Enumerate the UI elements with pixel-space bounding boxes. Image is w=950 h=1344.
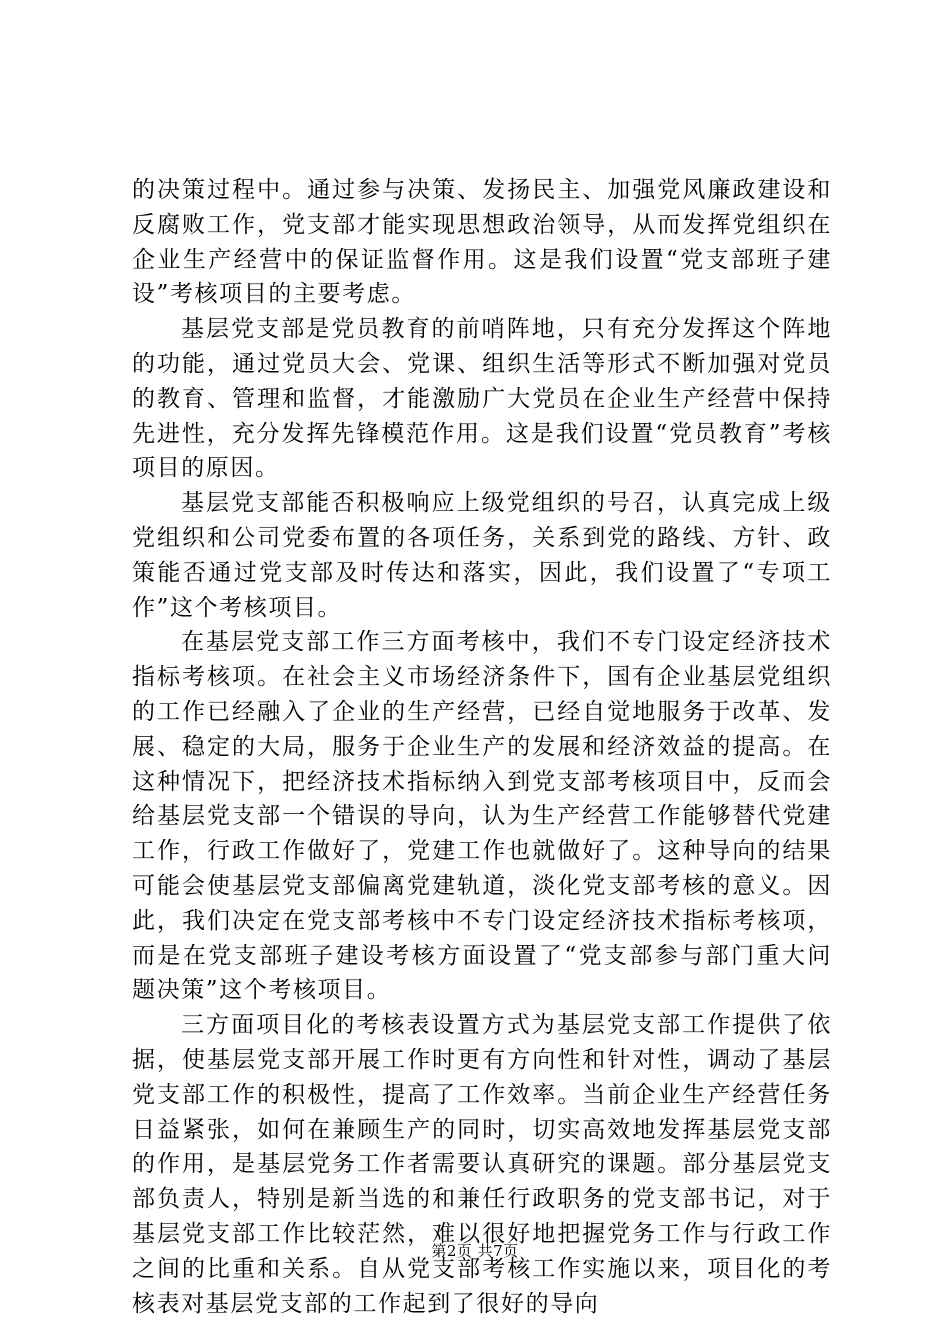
document-body: [132, 173, 832, 1321]
paragraph: 在基层党支部工作三方面考核中，我们不专门设定经济技术指标考核项。在社会主义市场经济条件下，国有企业基层党组织的工作已经融入了企业的生产经营，已经自觉地服务于改革、发展、稳定的大局，服务于企业生产的发展和经济效益的提高。在这种情况下，把经济技术指标纳入到党支部考核项目中，反而会给基层党支部一个错误的导向，认为生产经营工作能够替代党建工作，行政工作做好了，党建工作也就做好了。这种导向的结果可能会使基层党支部偏离党建轨道，淡化党支部考核的意义。因此，我们决定在党支部考核中不专门设定经济技术指标考核项，而是在党支部班子建设考核方面设置了“党支部参与部门重大问题决策”这个考核项目。: [132, 629, 832, 1004]
paragraph-continuation: 的决策过程中。通过参与决策、发扬民主、加强党风廉政建设和反腐败工作，党支部才能实现思想政治领导，从而发挥党组织在企业生产经营中的保证监督作用。这是我们设置“党支部班子建设”考核项目的主要考虑。: [132, 177, 832, 308]
page-number-footer: 第2页 共7页: [431, 1242, 519, 1260]
paragraph: 基层党支部能否积极响应上级党组织的号召，认真完成上级党组织和公司党委布置的各项任务，关系到党的路线、方针、政策能否通过党支部及时传达和落实，因此，我们设置了“专项工作”这个考核项目。: [132, 490, 832, 621]
paragraph: 基层党支部是党员教育的前哨阵地，只有充分发挥这个阵地的功能，通过党员大会、党课、组织生活等形式不断加强对党员的教育、管理和监督，才能激励广大党员在企业生产经营中保持先进性，充分发挥先锋模范作用。这是我们设置“党员教育”考核项目的原因。: [132, 316, 832, 482]
paragraph: 三方面项目化的考核表设置方式为基层党支部工作提供了依据，使基层党支部开展工作时更有方向性和针对性，调动了基层党支部工作的积极性，提高了工作效率。当前企业生产经营任务日益紧张，如何在兼顾生产的同时，切实高效地发挥基层党支部的作用，是基层党务工作者需要认真研究的课题。部分基层党支部负责人，特别是新当选的和兼任行政职务的党支部书记，对于基层党支部工作比较茫然，难以很好地把握党务工作与行政工作之间的比重和关系。自从党支部考核工作实施以来，项目化的考核表对基层党支部的工作起到了很好的导向: [132, 1012, 832, 1317]
